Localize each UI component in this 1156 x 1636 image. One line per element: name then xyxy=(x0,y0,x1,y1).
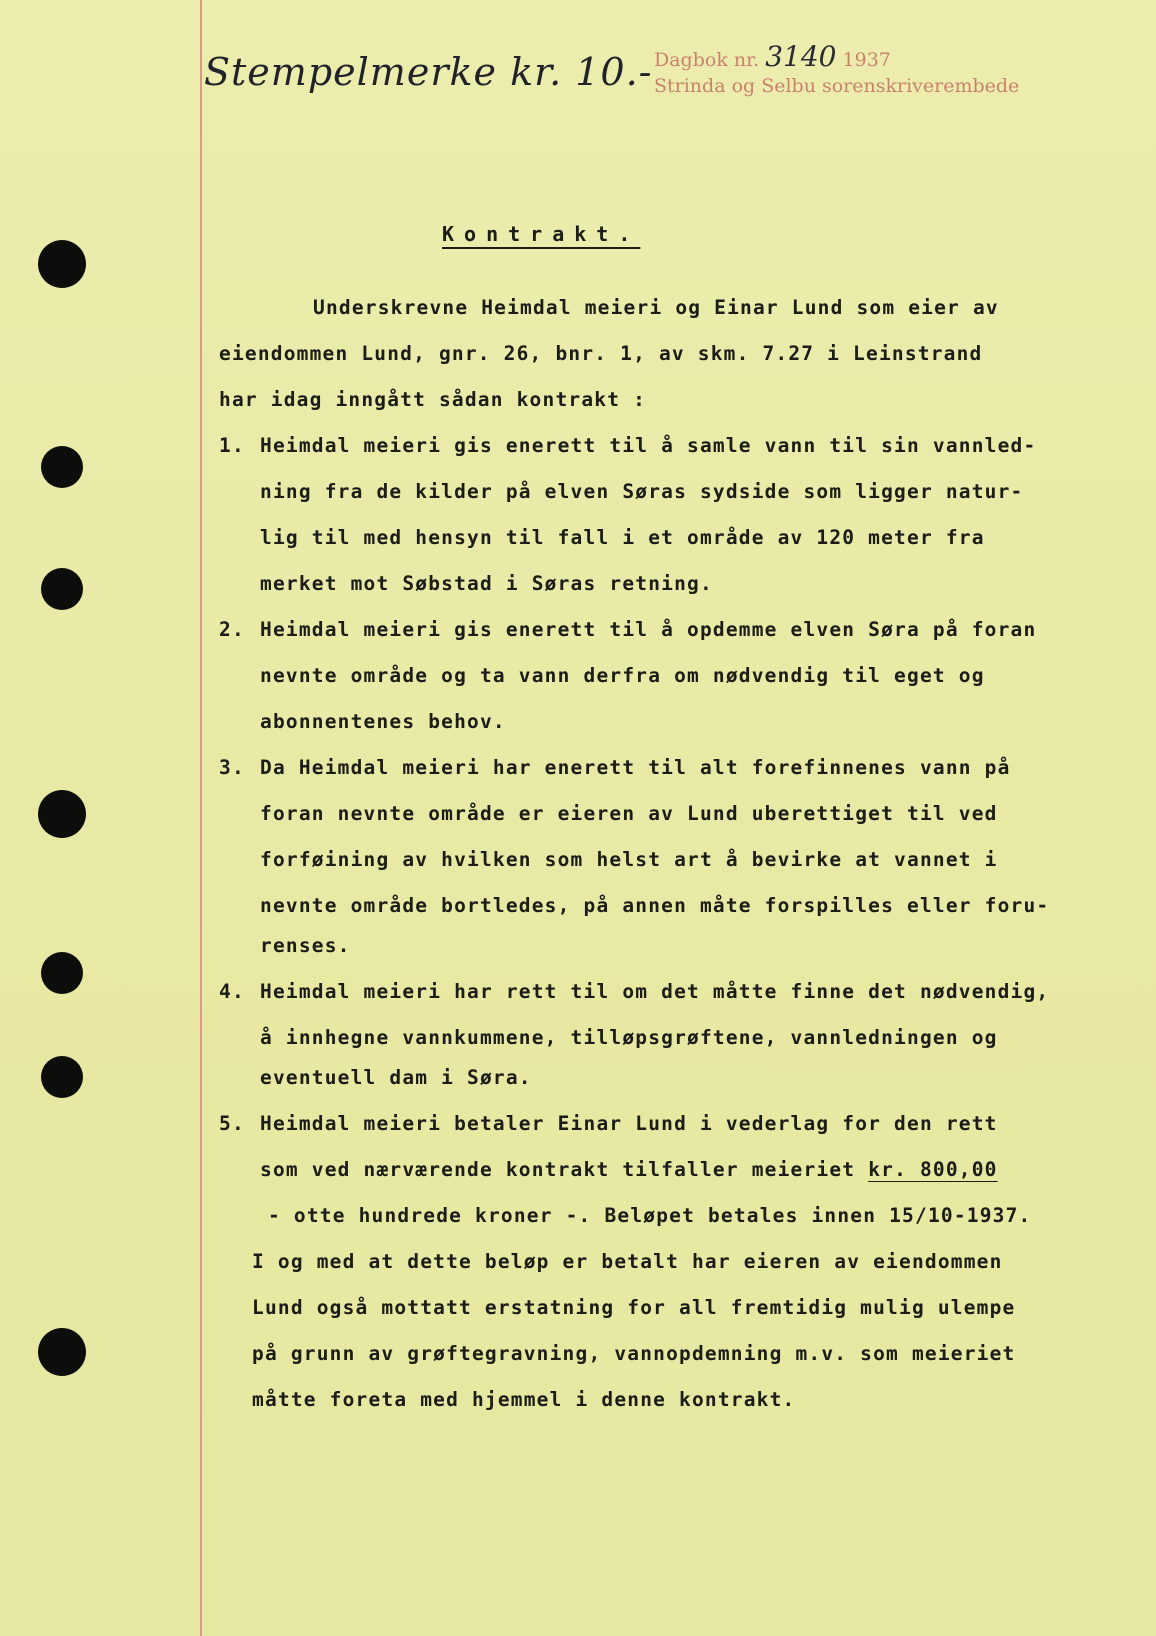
clause-line: Da Heimdal meieri har enerett til alt forefinnenes vann på xyxy=(260,756,1011,779)
clause-line: foran nevnte område er eieren av Lund uberettiget til ved xyxy=(260,802,998,825)
clause-line: på grunn av grøftegravning, vannopdemning m.v. som meieriet xyxy=(252,1342,1016,1365)
clause-line: å innhegne vannkummene, tilløpsgrøftene, vannledningen og xyxy=(260,1026,998,1049)
clause-line xyxy=(260,1160,998,1180)
court-office: Strinda og Selbu sorenskriverembede xyxy=(654,75,1020,97)
punch-hole xyxy=(41,952,83,994)
clause-line: merket mot Søbstad i Søras retning. xyxy=(260,572,713,595)
punch-hole xyxy=(41,568,83,610)
dagbok-year: 1937 xyxy=(842,49,891,71)
clause-line-text: som ved nærværende kontrakt tilfaller meieriet xyxy=(260,1158,869,1181)
clause-number: 1. xyxy=(219,434,245,457)
clause-number: 2. xyxy=(219,618,245,641)
punch-hole xyxy=(41,446,83,488)
clause-line: Heimdal meieri gis enerett til å samle vann til sin vannled- xyxy=(260,434,1037,457)
intro-line: eiendommen Lund, gnr. 26, bnr. 1, av skm. 7.27 i Leinstrand xyxy=(219,342,983,365)
clause-line: nevnte område bortledes, på annen måte forspilles eller foru- xyxy=(260,894,1050,917)
clause-line: abonnentenes behov. xyxy=(260,710,506,733)
punch-hole xyxy=(38,1328,86,1376)
clause-line: Lund også mottatt erstatning for all fremtidig mulig ulempe xyxy=(252,1296,1016,1319)
punch-hole xyxy=(38,790,86,838)
dagbok-stamp xyxy=(654,40,1020,97)
clause-number: 4. xyxy=(219,980,245,1003)
clause-line: nevnte område og ta vann derfra om nødvendig til eget og xyxy=(260,664,985,687)
clause-line: - otte hundrede kroner -. Beløpet betales innen 15/10-1937. xyxy=(268,1204,1032,1227)
clause-line: eventuell dam i Søra. xyxy=(260,1066,532,1089)
punch-hole xyxy=(41,1056,83,1098)
document-title: Kontrakt. xyxy=(442,222,641,246)
stamp-duty-note: Stempelmerke kr. 10.- xyxy=(204,50,653,94)
clause-line: renses. xyxy=(260,934,351,957)
clause-line: Heimdal meieri gis enerett til å opdemme elven Søra på foran xyxy=(260,618,1037,641)
clause-line: forføining av hvilken som helst art å bevirke at vannet i xyxy=(260,848,998,871)
margin-line xyxy=(200,0,202,1636)
payment-amount: kr. 800,00 xyxy=(868,1158,998,1181)
dagbok-prefix: Dagbok nr. xyxy=(654,49,760,71)
clause-number: 5. xyxy=(219,1112,245,1135)
intro-line: har idag inngått sådan kontrakt : xyxy=(219,388,647,411)
clause-line: Heimdal meieri har rett til om det måtte finne det nødvendig, xyxy=(260,980,1050,1003)
punch-hole xyxy=(38,240,86,288)
intro-line: Underskrevne Heimdal meieri og Einar Lund som eier av xyxy=(313,296,999,319)
clause-number: 3. xyxy=(219,756,245,779)
clause-line: ning fra de kilder på elven Søras sydside som ligger natur- xyxy=(260,480,1024,503)
clause-line: I og med at dette beløp er betalt har eieren av eiendommen xyxy=(252,1250,1003,1273)
clause-line: lig til med hensyn til fall i et område av 120 meter fra xyxy=(260,526,985,549)
clause-line: måtte foreta med hjemmel i denne kontrakt. xyxy=(252,1388,796,1411)
clause-line: Heimdal meieri betaler Einar Lund i vederlag for den rett xyxy=(260,1112,998,1135)
dagbok-number: 3140 xyxy=(765,40,837,73)
